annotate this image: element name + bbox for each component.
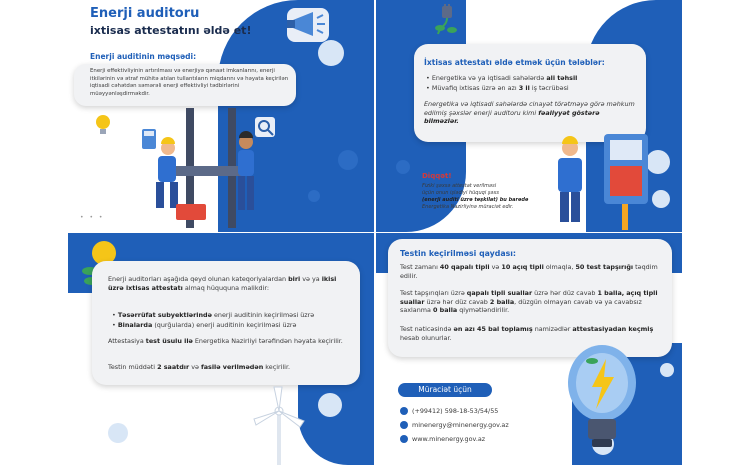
panel1-body: Enerji effektivliyinin artırılması və enerjiyə qənaət imkanlarını, enerji itkilərinin və ətraf mühitə atılan tullantıların miqdarını və həyata keçirilən iqtisadi cəhətdən səmərəli enerji effektivliyi tədbirlərini müəyyənləşdirməkdir. bbox=[90, 68, 289, 97]
panel-test-rules bbox=[376, 233, 682, 465]
wind-turbine-icon bbox=[244, 385, 314, 465]
duration-text: Testin müddəti bbox=[108, 363, 158, 371]
panel-requirements bbox=[376, 0, 682, 232]
method-text: Energetika Nazirliyi tərəfindən həyata keçirilir. bbox=[192, 337, 343, 345]
intro-text: Enerji auditorları aşağıda qeyd olunan kateqoriyalardan bbox=[108, 275, 289, 283]
attention-line: Fiziki şəxsə attestat verilməsi bbox=[422, 183, 497, 189]
duration-bold: 2 saatdır bbox=[157, 363, 190, 371]
method-text: Attestasiya bbox=[108, 337, 146, 345]
requirement-note bbox=[424, 100, 636, 126]
attestation-method bbox=[108, 337, 344, 346]
categories-intro bbox=[108, 275, 348, 292]
contact-email[interactable]: minenergy@minenergy.gov.az bbox=[412, 421, 509, 429]
decor-dot bbox=[308, 190, 320, 202]
email-icon bbox=[400, 421, 408, 429]
plug-icon bbox=[432, 4, 462, 38]
rule2-text: üzrə hər düz cavab bbox=[424, 297, 490, 306]
bulb-icon bbox=[562, 339, 642, 465]
panel1-subtitle: ixtisas attestatını əldə et! bbox=[90, 24, 252, 37]
rule2-text: , düzgün olmayan cavab və ya cavabsız saxlanma bbox=[400, 297, 642, 315]
rule2-bold: qapalı tipli suallar bbox=[466, 289, 533, 297]
attention-line: Energetika Nazirliyinə müraciət edir. bbox=[422, 204, 514, 210]
test-rule-2 bbox=[400, 289, 664, 315]
intro-text: və ya bbox=[300, 275, 322, 283]
method-bold: test üsulu ilə bbox=[145, 337, 193, 345]
rule2-text: Test tapşırıqları üzrə bbox=[400, 289, 467, 297]
rule2-text: qiymətləndirilir. bbox=[457, 306, 510, 315]
globe-icon bbox=[400, 435, 408, 443]
requirement-1: • Energetika və ya iqtisadi sahələrdə ali təhsil bbox=[426, 74, 578, 82]
intro-bold: ikisi üzrə ixtisas attestatı bbox=[108, 275, 337, 292]
intro-bold: biri bbox=[288, 275, 301, 283]
panel-categories bbox=[68, 233, 374, 465]
test-rules-heading: Testin keçirilməsi qaydası: bbox=[400, 249, 517, 258]
rule2-bold: 1 balla, bbox=[597, 289, 625, 297]
duration-text: və bbox=[189, 363, 201, 371]
panel1-title: Enerji auditoru bbox=[90, 6, 200, 21]
decor-dot bbox=[396, 160, 410, 174]
requirement-2: • Müvafiq ixtisas üzrə ən azı 3 il iş təcrübəsi bbox=[426, 84, 569, 92]
attention-text bbox=[422, 183, 552, 211]
panel1-section-heading: Enerji auditinin məqsədi: bbox=[90, 52, 197, 61]
test-duration bbox=[108, 363, 344, 372]
rule3-text: hesab olunurlar. bbox=[400, 333, 452, 342]
rule1-text: və bbox=[489, 263, 502, 271]
rule3-bold: attestasiyadan keçmiş bbox=[572, 325, 654, 333]
rule3-bold: ən azı 45 bal toplamış bbox=[453, 325, 533, 333]
note-text: Energetika və iqtisadi sahələrdə cinayət törətməyə görə məhkum edilmiş şəxslər enerji auditoru kimi bbox=[424, 100, 635, 117]
rule2-bold: açıq tipli suallar bbox=[400, 289, 658, 306]
contact-website[interactable]: www.minenergy.gov.az bbox=[412, 435, 486, 443]
intro-text: almaq hüququna malikdir: bbox=[182, 283, 270, 292]
panel-energy-auditor-intro bbox=[68, 0, 374, 232]
category-bullet-1: • Təsərrüfat subyektlərində enerji auditinin keçirilməsi üzrə bbox=[112, 311, 315, 319]
note-bold: fəaliyyət göstərə bilməzlər. bbox=[424, 108, 600, 126]
electric-panel-icon bbox=[546, 128, 656, 232]
rule3-text: namizədlər bbox=[532, 325, 573, 333]
rule2-text: üzrə hər düz cavab bbox=[532, 289, 598, 297]
duration-text: keçirilir. bbox=[263, 363, 291, 371]
duration-bold: fasilə verilmədən bbox=[200, 363, 264, 371]
category-bullet-2: • Binalarda (qurğularda) enerji auditinin keçirilməsi üzrə bbox=[112, 321, 297, 329]
rule1-bold: 10 açıq tipli bbox=[501, 263, 544, 271]
rule1-bold: 40 qapalı tipli bbox=[439, 263, 490, 271]
req1-text: Energetika və ya iqtisadi sahələrdə bbox=[431, 74, 547, 82]
req1-bold: ali təhsil bbox=[546, 74, 578, 82]
bullet1-text: enerji auditinin keçirilməsi üzrə bbox=[211, 311, 315, 319]
bullet1-bold: Təsərrüfat subyektlərində bbox=[117, 311, 212, 319]
decor-dot bbox=[318, 393, 342, 417]
magnifier-icon bbox=[254, 116, 276, 138]
decor-dot bbox=[108, 423, 128, 443]
rule1-text: olmaqla, bbox=[543, 263, 576, 271]
requirements-heading: İxtisas attestatı əldə etmək üçün tələblər: bbox=[424, 58, 605, 67]
rule3-text: Test nəticəsində bbox=[400, 325, 454, 333]
attention-title: Diqqət! bbox=[422, 172, 452, 180]
rule1-text: Test zamanı bbox=[400, 263, 440, 271]
rule2-bold: 2 balla bbox=[489, 297, 515, 306]
req2-bold: 3 il bbox=[518, 84, 530, 92]
decor-dots-row: • • • bbox=[80, 214, 105, 221]
test-rule-1 bbox=[400, 263, 664, 280]
bullet2-text: (qurğularda) enerji auditinin keçirilməsi üzrə bbox=[152, 321, 297, 329]
megaphone-icon bbox=[273, 2, 333, 46]
rule2-bold: 0 balla bbox=[432, 306, 458, 315]
attention-line: (enerji auditi üzrə təşkilat) bu barədə bbox=[422, 197, 529, 203]
rule1-bold: 50 test tapşırığı bbox=[575, 263, 634, 271]
phone-icon bbox=[400, 407, 408, 415]
decor-dot bbox=[660, 363, 674, 377]
req2-post: iş təcrübəsi bbox=[529, 84, 569, 92]
decor-dot bbox=[338, 150, 358, 170]
panel-separator bbox=[374, 0, 376, 465]
attention-line: üçün onun işlədiyi hüquqi şəxs bbox=[422, 190, 500, 196]
bulb-icon bbox=[94, 114, 112, 136]
contact-phone[interactable]: (+99412) 598-18-53/54/55 bbox=[412, 407, 499, 415]
apply-button[interactable]: Müraciət üçün bbox=[398, 383, 492, 397]
req2-text: Müvafiq ixtisas üzrə ən azı bbox=[431, 84, 519, 92]
calculator-icon bbox=[140, 128, 158, 150]
bullet2-bold: Binalarda bbox=[117, 321, 153, 329]
rule1-text: təqdim edilir. bbox=[400, 263, 658, 280]
